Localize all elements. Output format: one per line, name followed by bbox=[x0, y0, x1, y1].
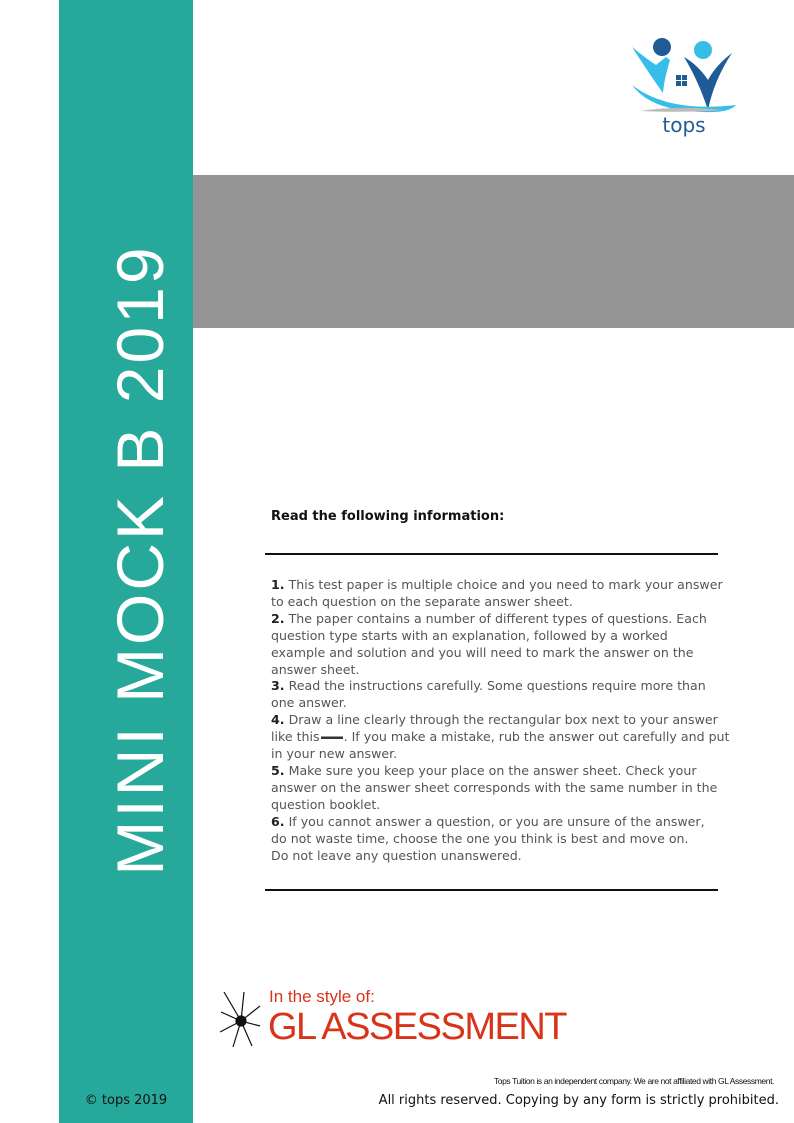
gl-assessment-logo: GL ASSESSMENT bbox=[268, 1006, 566, 1048]
gl-style-label: In the style of: bbox=[269, 987, 375, 1006]
disclaimer: Tops Tuition is an independent company. We are not affiliated with GL Assessment. bbox=[493, 1076, 774, 1086]
header-band bbox=[193, 175, 794, 328]
instruction-5: 5. Make sure you keep your place on the answer sheet. Check your answer on the answer sheet corresponds with the same number in the question booklet. bbox=[271, 762, 718, 812]
instructions-list bbox=[271, 577, 729, 864]
instruction-2: 2. The paper contains a number of different types of questions. Each question type starts with an explanation, followed by a worked example and solution and you will need to mark the answer on the answer sheet. bbox=[271, 610, 707, 677]
instruction-1: 1. This test paper is multiple choice and you need to mark your answer to each question on the separate answer sheet. bbox=[271, 577, 723, 609]
copyright: © tops 2019 bbox=[84, 1093, 168, 1108]
struck-box-example-icon bbox=[321, 736, 343, 739]
paper-title: MINI MOCK B 2019 bbox=[103, 244, 177, 876]
instruction-3: 3. Read the instructions carefully. Some questions require more than one answer. bbox=[271, 678, 706, 711]
instruction-6: 6. If you cannot answer a question, or you are unsure of the answer, do not waste time, choose the one you think is best and move on. Do not leave any question unanswered. bbox=[271, 813, 705, 863]
svg-text:tops: tops bbox=[662, 113, 706, 137]
divider-bottom bbox=[265, 889, 718, 891]
divider-top bbox=[265, 553, 718, 555]
tops-logo bbox=[628, 35, 740, 140]
instruction-4: 4. Draw a line clearly through the rectangular box next to your answer like this . If you make a mistake, rub the answer out carefully and put in your new answer. bbox=[271, 712, 730, 762]
instructions-heading: Read the following information: bbox=[271, 509, 505, 524]
rights-notice: All rights reserved. Copying by any form is strictly prohibited. bbox=[378, 1093, 779, 1108]
gl-starburst-icon bbox=[218, 984, 268, 1058]
